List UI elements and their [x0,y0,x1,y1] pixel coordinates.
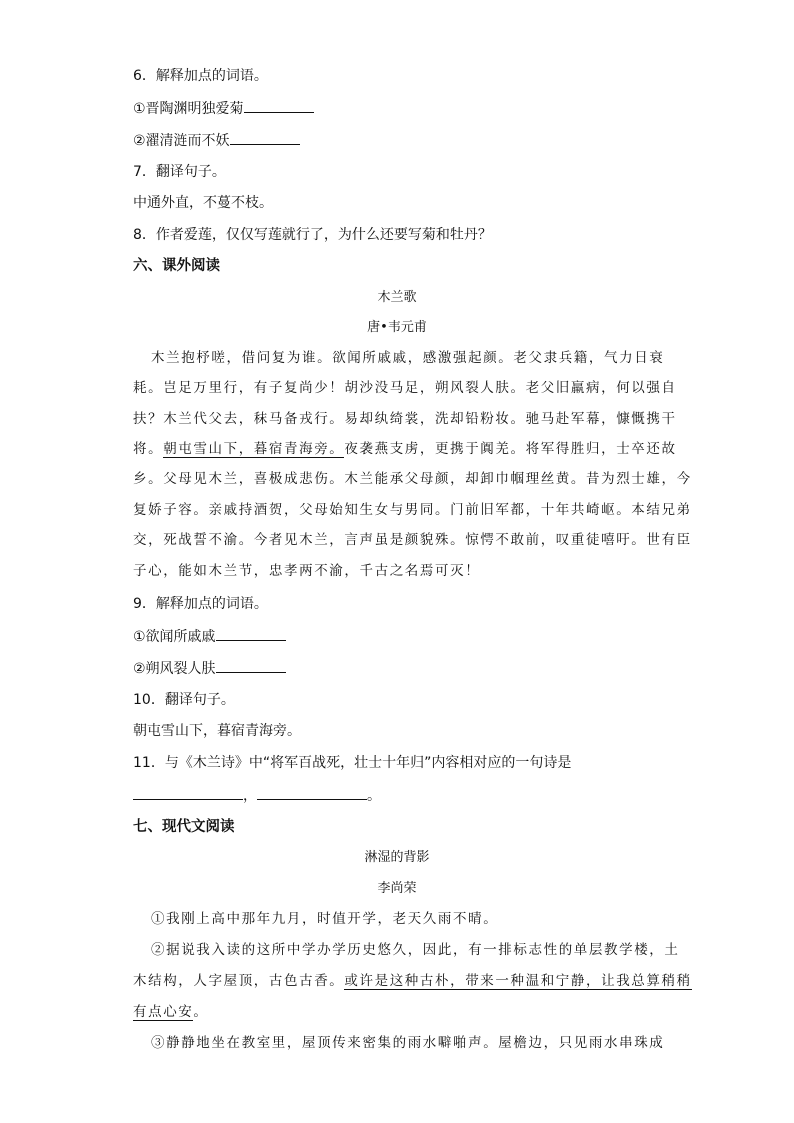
passage-author: 李尚荣 [377,881,417,896]
q10-sentence: 朝屯雪山下，暮宿青海旁。 [133,723,301,739]
passage-line: 子心，能如木兰节，忠孝两不渝，千古之名焉可灭！ [133,563,481,579]
q10-label: 10．翻译句子。 [133,692,235,708]
q7-label: 7．翻译句子。 [133,164,226,180]
underlined-sentence: 或许是这种古朴，带来一种温和宁静，让我总算稍稍 [344,973,692,989]
answer-blank[interactable] [216,658,286,673]
passage-line: 复娇子容。亲戚持酒贺，父母始知生女与男同。门前旧军都，十年共崎岖。本结兄弟 [133,502,692,518]
passage-text: 木结构，人字屋顶，古色古香。 [133,973,345,989]
q6-label: 6．解释加点的词语。 [133,68,268,84]
q9-item-2 [133,658,286,679]
passage-line [133,439,677,459]
q6-item-2-text: ②濯清涟而不妖 [133,133,230,149]
q6-item-2 [133,130,300,151]
passage-title: 木兰歌 [377,290,417,305]
passage-author: 唐•韦元甫 [367,320,427,335]
passage-text: 夜袭燕支虏，更携于阗羌。将军得胜归，士卒还故 [344,441,677,457]
answer-blank[interactable] [244,98,314,113]
q7-sentence: 中通外直，不蔓不枝。 [133,195,273,211]
answer-blank[interactable] [230,130,300,145]
section-6-heading: 六、课外阅读 [133,258,220,274]
q6-item-1-text: ①晋陶渊明独爱菊 [133,101,244,117]
q11-comma: ， [243,788,257,804]
underlined-sentence: 朝屯雪山下，暮宿青海旁。 [163,441,345,457]
passage-line: 耗。岂足万里行，有子复尚少！胡沙没马足，朔风裂人肤。老父旧羸病，何以强自 [133,380,677,396]
section-7-heading: 七、现代文阅读 [133,819,235,835]
paragraph-1: ①我刚上高中那年九月，时值开学，老天久雨不晴。 [151,911,499,927]
passage-line: 交，死战誓不渝。今者见木兰，言声虽是颜貌殊。惊愕不敢前，叹重徒嘻吁。世有臣 [133,532,692,548]
q11-answer-line [133,785,381,806]
q9-label: 9．解释加点的词语。 [133,596,268,612]
q9-item-2-text: ②朔风裂人肤 [133,661,216,677]
paragraph-2-line [133,971,692,991]
passage-text: 将。 [133,441,164,457]
paragraph-2-line: ②据说我入读的这所中学办学历史悠久，因此，有一排标志性的单层教学楼，土 [151,942,680,958]
answer-blank[interactable] [133,785,243,800]
q11-label: 11．与《木兰诗》中“将军百战死，壮士十年归”内容相对应的一句诗是 [133,755,572,771]
answer-blank[interactable] [257,785,367,800]
passage-title: 淋湿的背影 [364,850,430,865]
passage-text: 。 [193,1004,209,1020]
q11-period: 。 [367,788,381,804]
answer-blank[interactable] [216,626,286,641]
q9-item-1 [133,626,286,647]
q9-item-1-text: ①欲闻所戚戚 [133,629,216,645]
q8-label: 8．作者爱莲，仅仅写莲就行了，为什么还要写菊和牡丹？ [133,227,492,243]
passage-line: 扶？木兰代父去，秣马备戎行。易却纨绮裳，洗却铅粉妆。驰马赴军幕，慷慨携干 [133,411,677,427]
passage-line: 乡。父母见木兰，喜极成悲伤。木兰能承父母颜，却卸巾帼理丝黄。昔为烈士雄，今 [133,471,692,487]
paragraph-2-line [133,1002,663,1022]
paragraph-3-line: ③静静地坐在教室里，屋顶传来密集的雨水噼啪声。屋檐边，只见雨水串珠成 [151,1035,665,1051]
q6-item-1 [133,98,314,119]
passage-line: 木兰抱杼嗟，借问复为谁。欲闻所戚戚，感激强起颜。老父隶兵籍，气力日衰 [151,350,665,366]
underlined-sentence: 有点心安 [133,1004,194,1020]
